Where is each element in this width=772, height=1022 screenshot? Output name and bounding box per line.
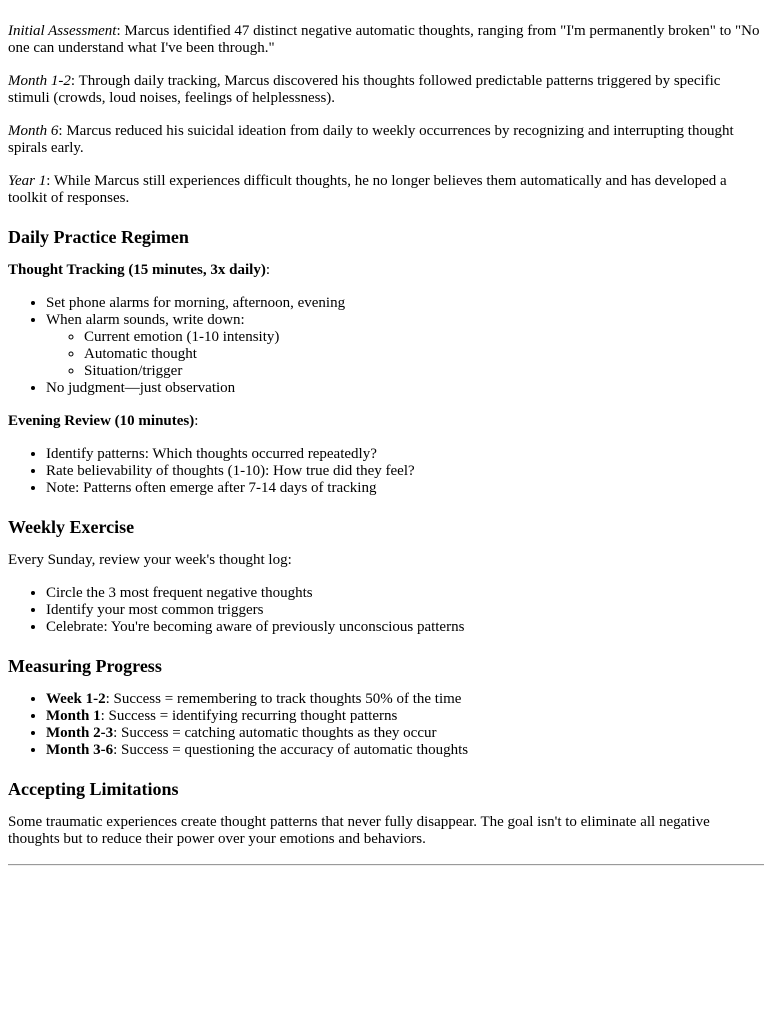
timeline-text: : While Marcus still experiences difficult thoughts, he no longer believes them automatically and has developed a toolkit of responses. (8, 173, 727, 206)
thought-tracking-list (8, 295, 764, 397)
weekly-intro: Every Sunday, review your week's thought log: (8, 552, 292, 568)
timeline-entry (8, 23, 764, 57)
thought-tracking-title: Thought Tracking (15 minutes, 3x daily) (8, 262, 266, 278)
weekly-list (8, 585, 764, 636)
measuring-progress-section (8, 656, 764, 759)
list-item: • Rate believability of thoughts (1-10): How true did they feel? (46, 463, 764, 480)
timeline-term: Month 1-2 (8, 73, 71, 89)
label-colon: : (265, 262, 270, 278)
measuring-progress-heading: Measuring Progress (8, 656, 162, 676)
timeline-term: Year 1 (8, 173, 47, 189)
progress-text: : Success = catching automatic thoughts as they occur (113, 725, 437, 741)
list-item: • Identify patterns: Which thoughts occurred repeatedly? (46, 446, 764, 463)
sublist-item: ◦ Situation/trigger (84, 363, 764, 380)
daily-practice-section (8, 227, 764, 497)
timeline-term: Month 6 (8, 123, 59, 139)
list-item: • No judgment—just observation (46, 380, 764, 397)
label-colon: : (194, 413, 199, 429)
evening-review-list (8, 446, 764, 497)
document-page (0, 23, 772, 866)
timeline-term: Initial Assessment (8, 23, 117, 39)
list-item (46, 691, 764, 708)
evening-review-label (8, 413, 764, 430)
daily-practice-heading: Daily Practice Regimen (8, 227, 189, 247)
progress-term: Month 3-6 (46, 742, 114, 758)
timeline-text: : Marcus reduced his suicidal ideation from daily to weekly occurrences by recognizing and interrupting thought spirals early. (8, 123, 734, 156)
horizontal-divider (8, 864, 764, 866)
list-item (46, 742, 764, 759)
limitations-text: Some traumatic experiences create thought patterns that never fully disappear. The goal isn't to eliminate all negative thoughts but to reduce their power over your emotions and behaviors. (8, 814, 710, 847)
list-item: • Identify your most common triggers (46, 602, 764, 619)
progress-text: : Success = questioning the accuracy of automatic thoughts (113, 742, 469, 758)
timeline-section (8, 23, 764, 207)
list-item: • Note: Patterns often emerge after 7-14 days of tracking (46, 480, 764, 497)
sublist-item: ◦ Current emotion (1-10 intensity) (84, 329, 764, 346)
accepting-limitations-section (8, 779, 764, 848)
progress-text: : Success = identifying recurring thought patterns (100, 708, 398, 724)
weekly-exercise-section (8, 517, 764, 636)
timeline-text: : Marcus identified 47 distinct negative automatic thoughts, ranging from "I'm permanently broken" to "No one can understand what I've been through." (8, 23, 760, 56)
thought-tracking-sublist (46, 329, 764, 380)
timeline-text: : Through daily tracking, Marcus discovered his thoughts followed predictable patterns triggered by specific stimuli (crowds, loud noises, feelings of helplessness). (8, 73, 721, 106)
list-item (46, 312, 764, 380)
thought-tracking-label (8, 262, 764, 279)
progress-term: Month 1 (46, 708, 101, 724)
timeline-entry (8, 173, 764, 207)
sublist-item: ◦ Automatic thought (84, 346, 764, 363)
timeline-entry (8, 73, 764, 107)
list-item: • Set phone alarms for morning, afternoon, evening (46, 295, 764, 312)
weekly-exercise-heading: Weekly Exercise (8, 517, 135, 537)
progress-list (8, 691, 764, 759)
list-item: • Circle the 3 most frequent negative thoughts (46, 585, 764, 602)
accepting-limitations-heading: Accepting Limitations (8, 779, 179, 799)
progress-term: Month 2-3 (46, 725, 114, 741)
progress-text: : Success = remembering to track thoughts 50% of the time (105, 691, 462, 707)
progress-term: Week 1-2 (46, 691, 106, 707)
list-item (46, 725, 764, 742)
evening-review-title: Evening Review (10 minutes) (8, 413, 195, 429)
list-item-text: When alarm sounds, write down: (46, 312, 245, 328)
list-item: • Celebrate: You're becoming aware of previously unconscious patterns (46, 619, 764, 636)
timeline-entry (8, 123, 764, 157)
list-item (46, 708, 764, 725)
